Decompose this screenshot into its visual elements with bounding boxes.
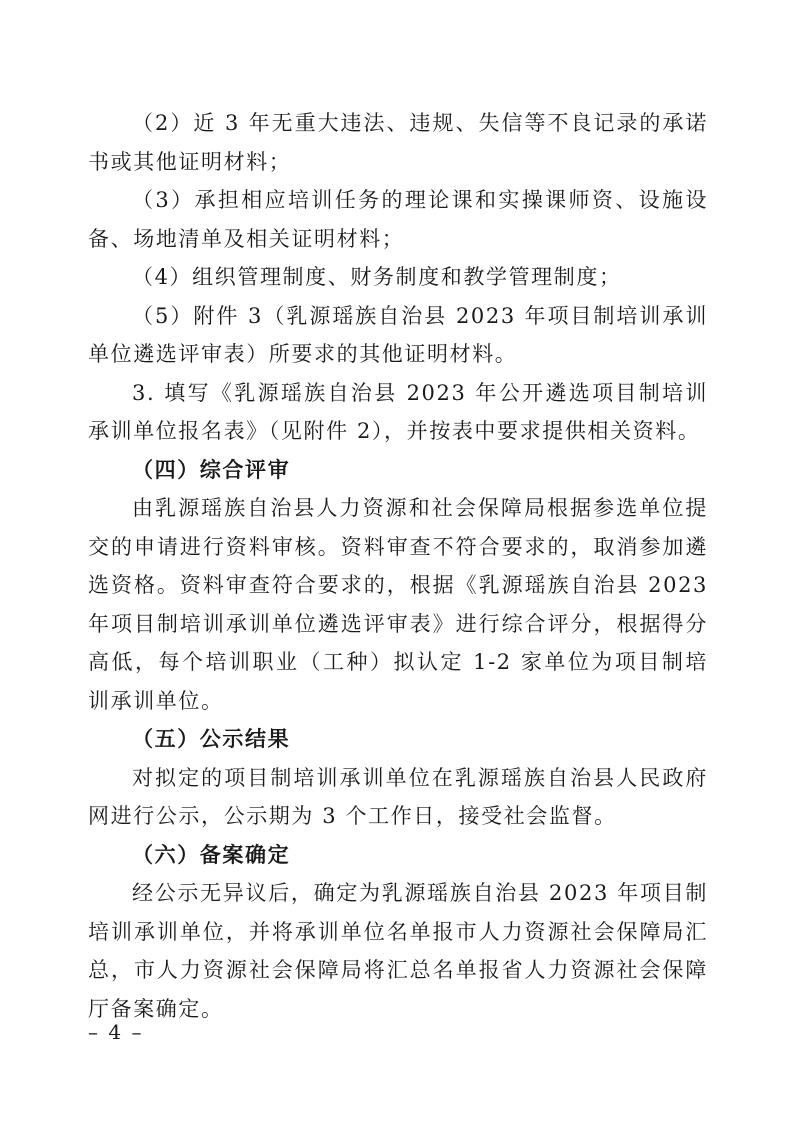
page-number: – 4 – [88, 1020, 144, 1044]
section-6-body: 经公示无异议后，确定为乳源瑶族自治县 2023 年项目制培训承训单位，并将承训单位名单报市人力资源社会保障局汇总，市人力资源社会保障局将汇总名单报省人力资源社会保障厅备案确定。 [88, 881, 708, 1021]
paragraph-item-4: （4）组织管理制度、财务制度和教学管理制度； [132, 265, 622, 289]
document-body [88, 104, 708, 1028]
section-5-body: 对拟定的项目制培训承训单位在乳源瑶族自治县人民政府网进行公示，公示期为 3 个工作日，接受社会监督。 [88, 765, 708, 828]
paragraph-fill-form: 3. 填写《乳源瑶族自治县 2023 年公开遴选项目制培训承训单位报名表》（见附件 2），并按表中要求提供相关资料。 [88, 380, 708, 443]
section-5-heading: （五）公示结果 [132, 727, 291, 751]
paragraph-item-5: （5）附件 3（乳源瑶族自治县 2023 年项目制培训承训单位遴选评审表）所要求的其他证明材料。 [88, 303, 708, 366]
paragraph-item-3: （3）承担相应培训任务的理论课和实操课师资、设施设备、场地清单及相关证明材料； [88, 188, 708, 251]
section-4-heading: （四）综合评审 [132, 457, 291, 482]
section-6-heading: （六）备案确定 [132, 842, 291, 867]
section-4-body: 由乳源瑶族自治县人力资源和社会保障局根据参选单位提交的申请进行资料审核。资料审查不符合要求的，取消参加遴选资格。资料审查符合要求的，根据《乳源瑶族自治县 2023 年项目制培训承训单位遴选评审表》进行综合评分，根据得分高低，每个培训职业（工种）拟认定 1-2 家单位为项目制培训承训单位。 [88, 496, 708, 713]
paragraph-item-2: （2）近 3 年无重大违法、违规、失信等不良记录的承诺书或其他证明材料； [88, 111, 708, 174]
